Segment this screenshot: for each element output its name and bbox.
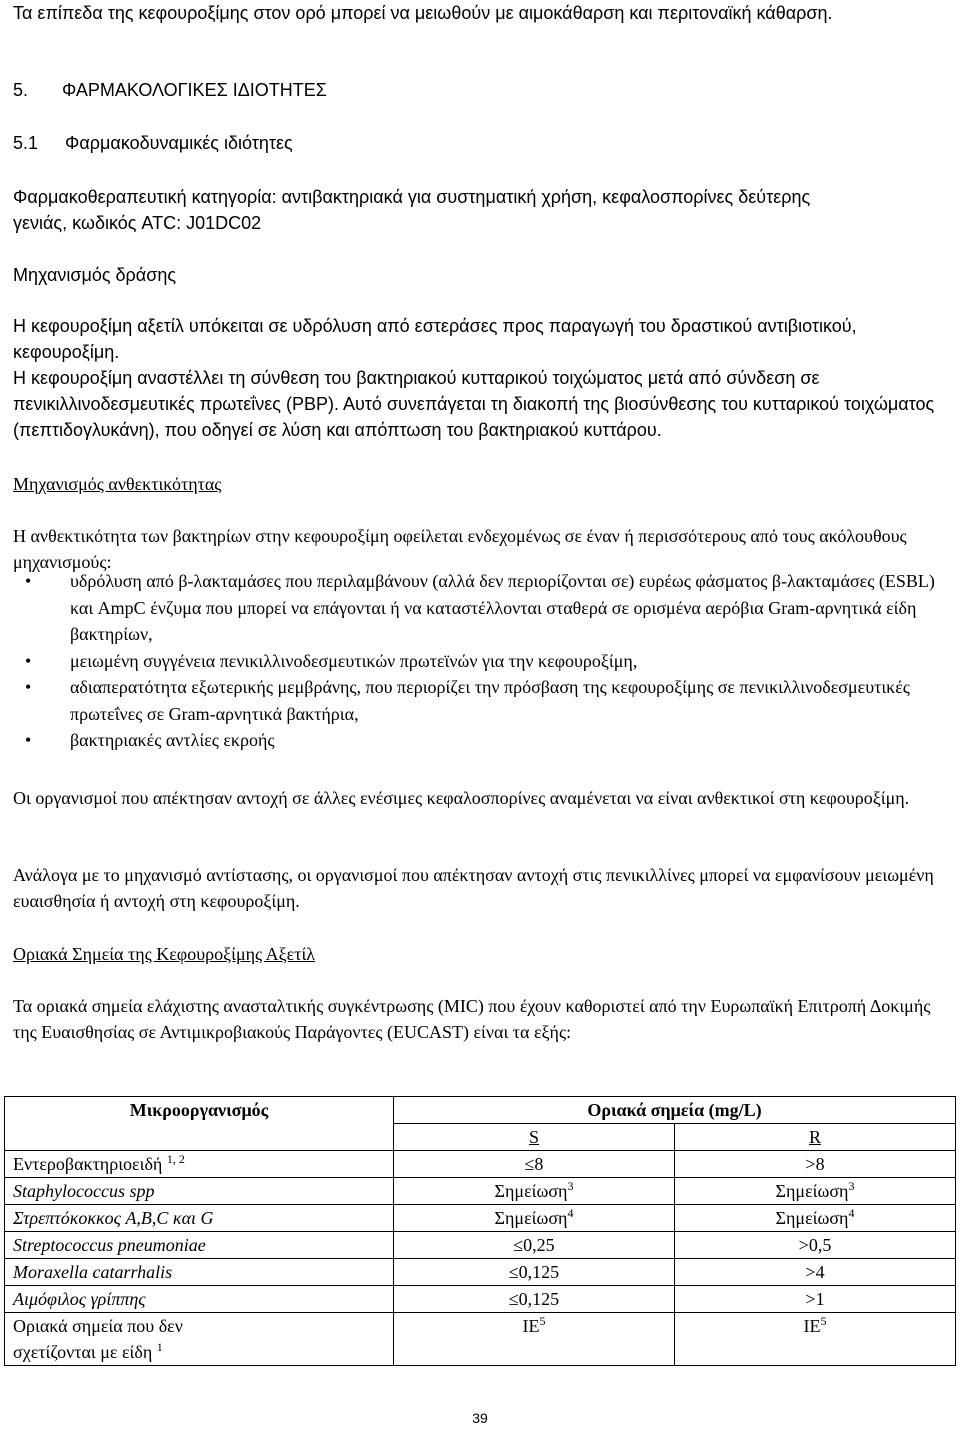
section-5-title: ΦΑΡΜΑΚΟΛΟΓΙΚΕΣ ΙΔΙΟΤΗΤΕΣ bbox=[62, 80, 327, 100]
atc-line-2: γενιάς, κωδικός ATC: J01DC02 bbox=[13, 213, 262, 233]
r-value-cell: $IE^5$ bbox=[675, 1313, 956, 1366]
bullet-icon: • bbox=[25, 677, 32, 697]
organism-cell: Streptococcus pneumoniae bbox=[5, 1232, 394, 1259]
breakpoints-heading: Οριακά Σημεία της Κεφουροξίμης Αξετίλ bbox=[13, 944, 316, 964]
resistance-paragraph-3: Ανάλογα με το μηχανισμό αντίστασης, οι οργανισμοί που απέκτησαν αντοχή στις πενικιλλίνες μπορεί να εμφανίσουν μειωμένη ευαισθησία ή αντοχή στη κεφουροξίμη. bbox=[13, 865, 934, 911]
section-5-1-number: 5.1 bbox=[13, 133, 39, 153]
section-5-1-title: Φαρμακοδυναμικές ιδιότητες bbox=[65, 133, 293, 153]
organism-cell: Moraxella catarrhalis bbox=[5, 1259, 394, 1286]
mechanism-heading: Μηχανισμός δράσης bbox=[13, 265, 177, 285]
resistance-heading: Μηχανισμός ανθεκτικότητας bbox=[13, 474, 222, 494]
organism-cell: Αιμόφιλος γρίππης bbox=[5, 1286, 394, 1313]
s-value-cell: Σημείωση$^4$ bbox=[394, 1205, 675, 1232]
column-header-breakpoints: Οριακά σημεία (mg/L) bbox=[394, 1097, 956, 1124]
r-value-cell: Σημείωση$^4$ bbox=[675, 1205, 956, 1232]
mechanism-paragraph-1: Η κεφουροξίμη αξετίλ υπόκειται σε υδρόλυση από εστεράσες προς παραγωγή του δραστικού αντιβιοτικού, κεφουροξίμη. bbox=[13, 316, 857, 362]
r-value-cell: >8 bbox=[675, 1151, 956, 1178]
r-value-cell: >1 bbox=[675, 1286, 956, 1313]
section-5-number: 5. bbox=[13, 80, 29, 100]
r-value-cell: >0,5 bbox=[675, 1232, 956, 1259]
table-header-row bbox=[5, 1097, 956, 1124]
mechanism-paragraph-2: Η κεφουροξίμη αναστέλλει τη σύνθεση του βακτηριακού κυτταρικού τοιχώματος μετά από σύνδεση σε πενικιλλινοδεσμευτικές πρωτεΐνες (PBP). Αυτό συνεπάγεται τη διακοπή της βιοσύνθεσης του κυτταρικού τοιχώματος (πεπτιδογλυκάνη), που οδηγεί σε λύση και απόπτωση του βακτηριακού κυττάρου. bbox=[13, 368, 935, 440]
organism-cell: Staphylococcus spp bbox=[5, 1178, 394, 1205]
s-value-cell: Σημείωση$^3$ bbox=[394, 1178, 675, 1205]
bullet-icon: • bbox=[25, 650, 32, 671]
resistance-mechanisms-list bbox=[13, 568, 948, 754]
table-row bbox=[5, 1151, 956, 1178]
table-row bbox=[5, 1313, 956, 1366]
column-header-s: S bbox=[394, 1124, 675, 1151]
list-item-text: μειωμένη συγγένεια πενικιλλινοδεσμευτικών πρωτεϊνών για την κεφουροξίμη, bbox=[70, 650, 638, 671]
s-value-cell: ≤8 bbox=[394, 1151, 675, 1178]
resistance-paragraph-2: Οι οργανισμοί που απέκτησαν αντοχή σε άλλες ενέσιμες κεφαλοσπορίνες αναμένεται να είναι ανθεκτικοί στη κεφουροξίμη. bbox=[13, 788, 910, 808]
r-value-cell: >4 bbox=[675, 1259, 956, 1286]
breakpoints-intro: Τα οριακά σημεία ελάχιστης ανασταλτικής συγκέντρωσης (MIC) που έχουν καθοριστεί από την Ευρωπαϊκή Επιτροπή Δοκιμής της Ευαισθησίας σε Αντιμικροβιακούς Παράγοντες (EUCAST) είναι τα εξής: bbox=[13, 996, 931, 1042]
organism-cell: Στρεπτόκοκκος A,B,C και G bbox=[5, 1205, 394, 1232]
list-item bbox=[13, 674, 948, 727]
bullet-icon: • bbox=[25, 730, 32, 750]
r-value-cell: Σημείωση$^3$ bbox=[675, 1178, 956, 1205]
table-row bbox=[5, 1205, 956, 1232]
column-header-organism: Μικροοργανισμός bbox=[5, 1097, 394, 1151]
table-row bbox=[5, 1286, 956, 1313]
column-header-r: R bbox=[675, 1124, 956, 1151]
list-item-text: υδρόλυση από β-λακταμάσες που περιλαμβάνουν (αλλά δεν περιορίζονται σε) ευρέως φάσματος β-λακταμάσες (ESBL) και AmpC ένζυμα που μπορεί να επάγονται ή να καταστέλλονται σταθερά σε ορισμένα αερόβια Gram-αρνητικά είδη βακτηρίων, bbox=[70, 571, 935, 644]
list-item-text: βακτηριακές αντλίες εκροής bbox=[70, 730, 275, 750]
page-number: 39 bbox=[472, 1410, 488, 1426]
mic-breakpoints-table bbox=[4, 1096, 956, 1366]
s-value-cell: ≤0,125 bbox=[394, 1259, 675, 1286]
atc-paragraph bbox=[13, 184, 953, 236]
atc-line-1: Φαρμακοθεραπευτική κατηγορία: αντιβακτηριακά για συστηματική χρήση, κεφαλοσπορίνες δεύτερης bbox=[13, 187, 811, 207]
organism-cell: Οριακά σημεία που δεν σχετίζονται με είδη $^1$ bbox=[5, 1313, 394, 1366]
table-row bbox=[5, 1259, 956, 1286]
list-item-text: αδιαπερατότητα εξωτερικής μεμβράνης, που περιορίζει την πρόσβαση της κεφουροξίμης σε πενικιλλινοδεσμευτικές πρωτεΐνες σε Gram-αρνητικά βακτήρια, bbox=[70, 677, 910, 724]
bullet-icon: • bbox=[25, 571, 32, 591]
resistance-intro: Η ανθεκτικότητα των βακτηρίων στην κεφουροξίμη οφείλεται ενδεχομένως σε έναν ή περισσότερους από τους ακόλουθους μηχανισμούς: bbox=[13, 526, 907, 572]
table-row bbox=[5, 1178, 956, 1205]
s-value-cell: ≤0,125 bbox=[394, 1286, 675, 1313]
section-5-1-heading bbox=[13, 130, 293, 156]
list-item bbox=[13, 727, 948, 754]
table-row bbox=[5, 1232, 956, 1259]
intro-text: Τα επίπεδα της κεφουροξίμης στον ορό μπορεί να μειωθούν με αιμοκάθαρση και περιτοναϊκή κάθαρση. bbox=[13, 3, 833, 23]
list-item bbox=[13, 568, 948, 648]
s-value-cell: $IE^5$ bbox=[394, 1313, 675, 1366]
s-value-cell: ≤0,25 bbox=[394, 1232, 675, 1259]
organism-cell: Εντεροβακτηριοειδή $^{1, 2}$ bbox=[5, 1151, 394, 1178]
section-5-heading bbox=[13, 77, 327, 103]
list-item bbox=[13, 648, 948, 675]
